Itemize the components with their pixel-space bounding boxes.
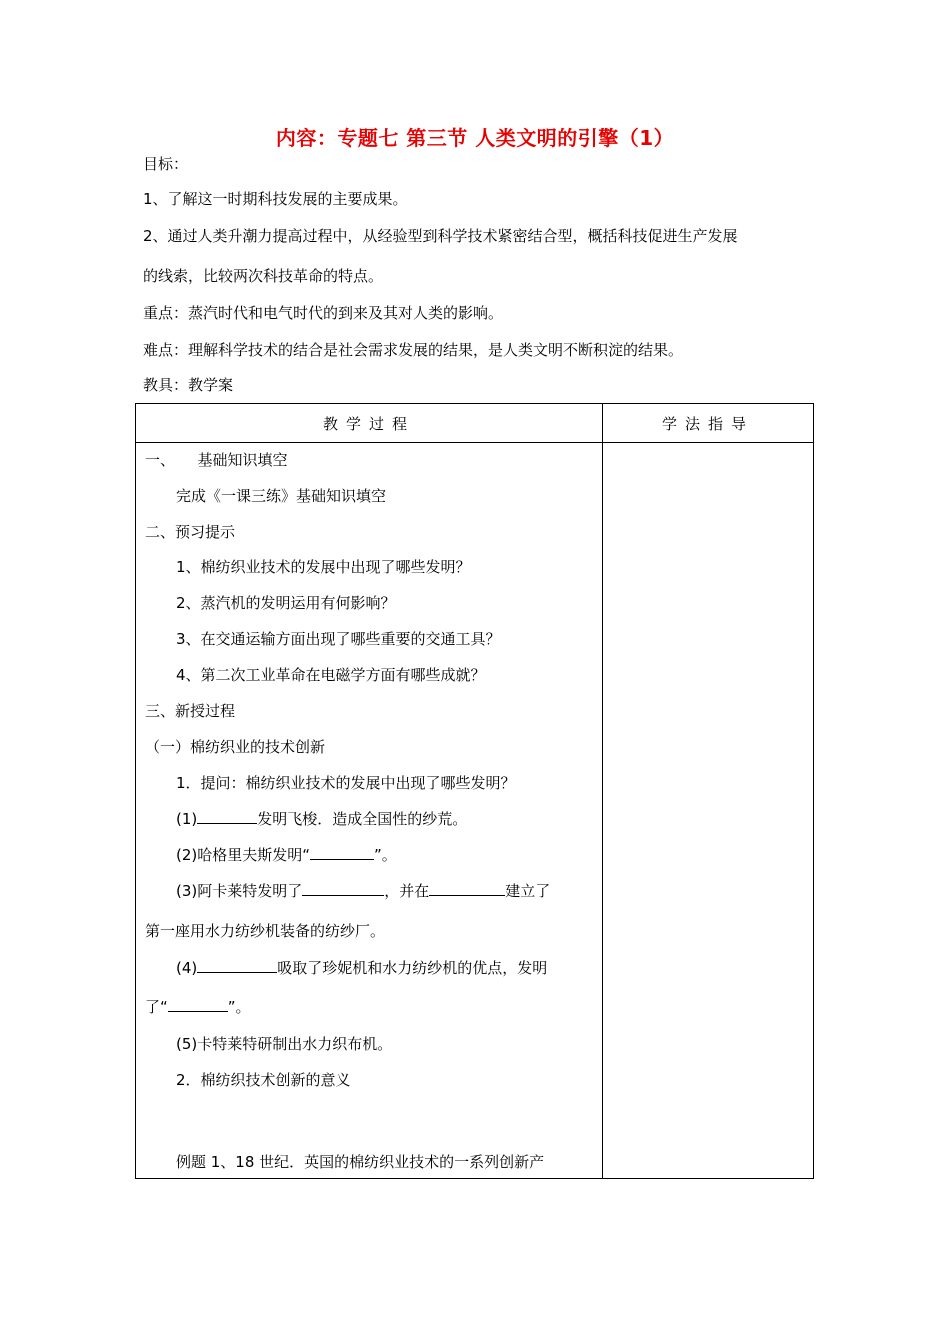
fill-blank-1-text: 发明飞梭．造成全国性的纱荒。 (257, 810, 468, 828)
fill-blank-4-text: 吸取了珍妮机和水力纺纱机的优点，发明 (277, 959, 548, 977)
preview-question-1: 1、棉纺织业技术的发展中出现了哪些发明？ (176, 558, 471, 576)
blank-line (197, 809, 257, 824)
fill-blank-1 (176, 808, 467, 829)
fill-blank-3-text: (3)阿卡莱特发明了 (176, 882, 303, 900)
fill-blank-3-mid: ，并在 (384, 882, 430, 900)
fill-blank-3-cont: 第一座用水力纺纱机装备的纺纱厂。 (145, 922, 386, 940)
objective-2-line-1: 2、通过人类升潮力提高过程中，从经验型到科学技术紧密结合型，概括科技促进生产发展 (143, 227, 738, 245)
section-2-heading: 二、预习提示 (145, 523, 236, 541)
key-points: 重点：蒸汽时代和电气时代的到来及其对人类的影响。 (143, 304, 504, 322)
preview-question-4: 4、第二次工业革命在电磁学方面有哪些成就？ (176, 666, 486, 684)
fill-blank-4-cont (145, 996, 251, 1017)
objective-2-line-2: 的线索，比较两次科技革命的特点。 (143, 267, 384, 285)
fill-blank-3 (176, 880, 550, 901)
question-1: 1．提问：棉纺织业技术的发展中出现了哪些发明？ (176, 774, 516, 792)
fill-blank-4-num: (4) (176, 959, 198, 977)
example-1: 例题 1、18 世纪．英国的棉纺织业技术的一系列创新产 (176, 1153, 545, 1171)
question-2: 2．棉纺织技术创新的意义 (176, 1071, 351, 1089)
section-1-text: 完成《一课三练》基础知识填空 (176, 487, 387, 505)
fill-blank-2-end: ”。 (374, 846, 397, 864)
blank-line (429, 881, 505, 896)
blank-line (168, 997, 228, 1012)
section-3-heading: 三、新授过程 (145, 702, 236, 720)
fill-blank-4-cont-end: ”。 (227, 998, 251, 1016)
fill-blank-4 (176, 957, 547, 978)
section-1-heading: 一、 基础知识填空 (145, 451, 288, 469)
fill-blank-3-end: 建立了 (505, 882, 551, 900)
teaching-process-cell (136, 443, 603, 1179)
header-teaching-process: 教学过程 (136, 404, 603, 443)
preview-question-3: 3、在交通运输方面出现了哪些重要的交通工具？ (176, 630, 501, 648)
header-study-guidance: 学法指导 (603, 404, 814, 443)
document-title: 内容：专题七 第三节 人类文明的引擎（1） (275, 126, 675, 150)
subsection-1-heading: （一）棉纺织业的技术创新 (145, 738, 326, 756)
difficult-points: 难点：理解科学技术的结合是社会需求发展的结果，是人类文明不断积淀的结果。 (143, 341, 684, 359)
study-guidance-cell (603, 443, 814, 1179)
teaching-table (135, 403, 814, 1179)
blank-line (310, 845, 374, 860)
fill-blank-5: (5)卡特莱特研制出水力织布机。 (176, 1035, 393, 1053)
blank-line (197, 958, 277, 973)
blank-line (302, 881, 384, 896)
fill-blank-2 (176, 844, 397, 865)
objectives-label: 目标： (143, 155, 189, 173)
fill-blank-2-text: (2)哈格里夫斯发明“ (176, 846, 311, 864)
fill-blank-1-num: (1) (176, 810, 198, 828)
preview-question-2: 2、蒸汽机的发明运用有何影响？ (176, 594, 396, 612)
fill-blank-4-cont-start: 了“ (145, 998, 168, 1016)
teaching-aids: 教具：教学案 (143, 376, 234, 394)
objective-1: 1、了解这一时期科技发展的主要成果。 (143, 190, 408, 208)
